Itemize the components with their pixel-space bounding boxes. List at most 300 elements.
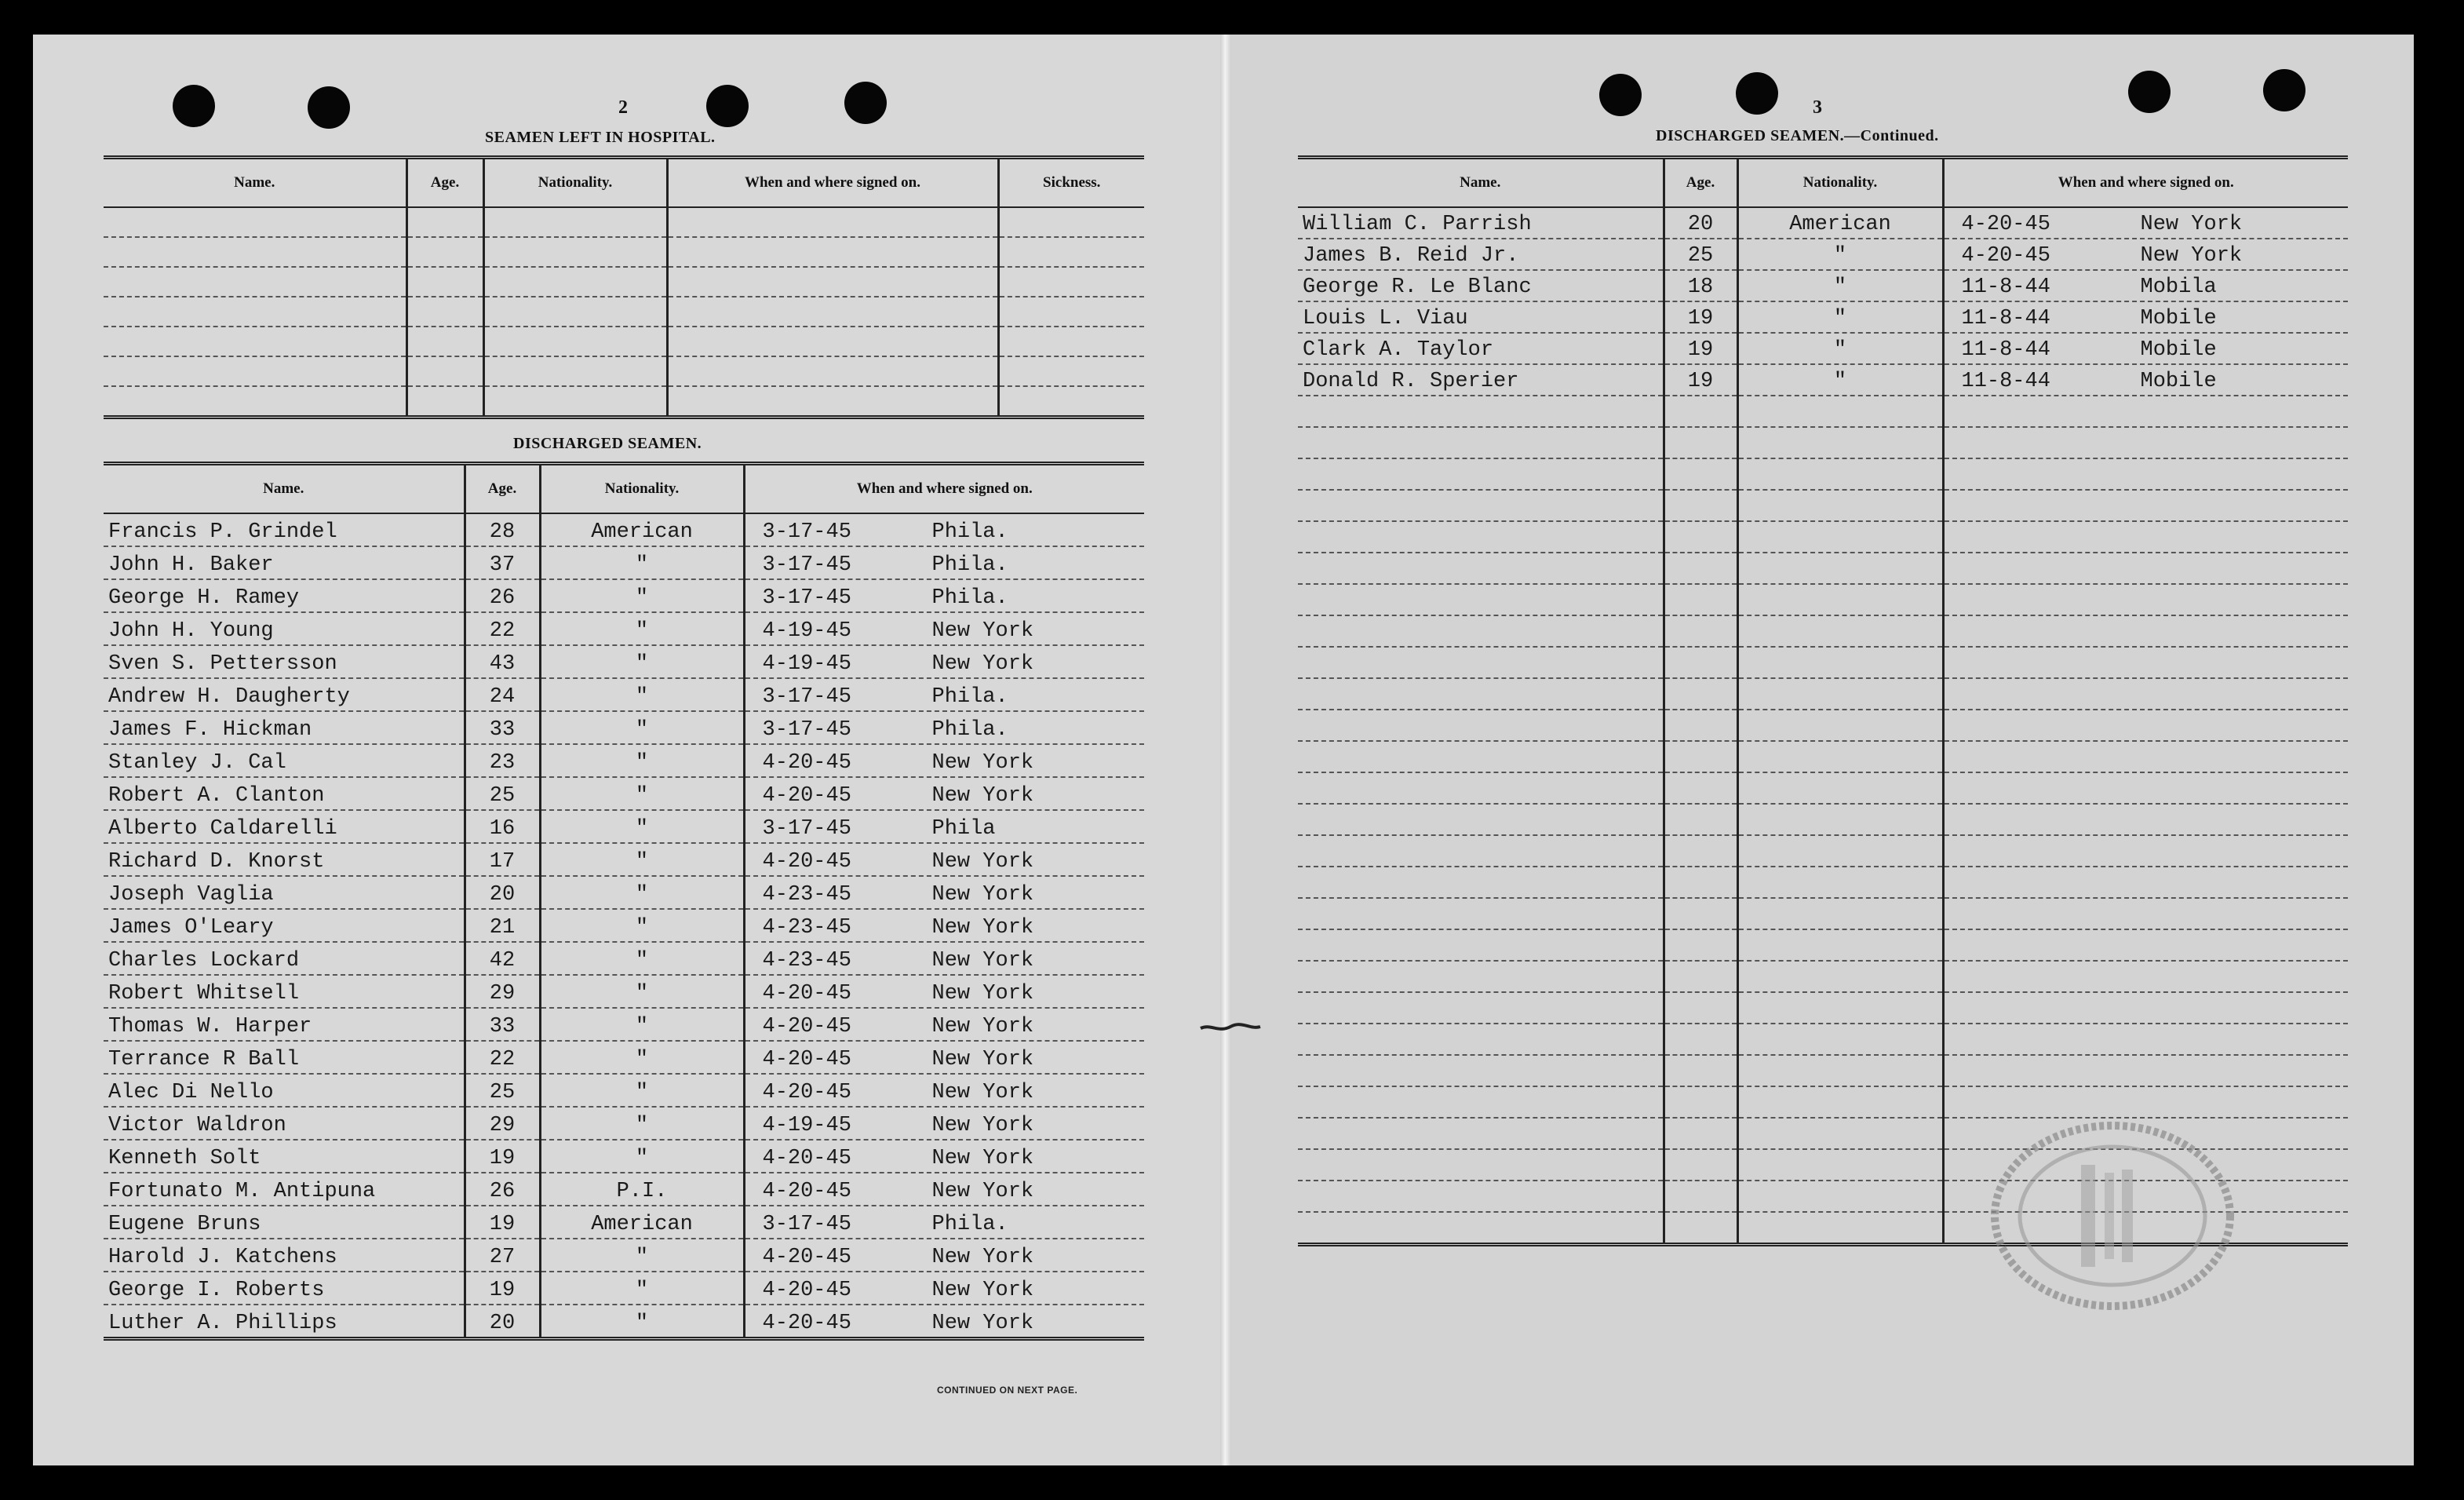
- signed-on-place: Phila.: [931, 1213, 1008, 1236]
- table-row: [1298, 772, 2348, 804]
- signed-on-date: 4-20-45: [1961, 244, 2050, 268]
- seaman-name: [1298, 772, 1664, 804]
- seaman-nationality: ": [540, 1074, 744, 1107]
- seaman-name: George I. Roberts: [104, 1272, 465, 1305]
- signed-on-cell: [744, 1107, 1144, 1140]
- signed-on-date: 3-17-45: [762, 685, 851, 709]
- punch-hole: [308, 86, 350, 129]
- seaman-name: Kenneth Solt: [104, 1140, 465, 1173]
- empty-cell: [667, 237, 998, 267]
- table-row: [104, 612, 1144, 645]
- signed-on-cell: [1943, 1055, 2348, 1086]
- table-row: [104, 909, 1144, 942]
- seaman-name: Francis P. Grindel: [104, 513, 465, 546]
- table-row: [104, 267, 1144, 297]
- signed-on-date: 3-17-45: [762, 817, 851, 841]
- empty-cell: [483, 267, 667, 297]
- seaman-nationality: [1737, 615, 1943, 647]
- table-row: [1298, 929, 2348, 961]
- signed-on-cell: [744, 777, 1144, 810]
- table-row: [104, 356, 1144, 386]
- seaman-age: 23: [465, 744, 540, 777]
- signed-on-cell: [1943, 961, 2348, 992]
- signed-on-date: 4-20-45: [762, 1015, 851, 1038]
- table-row: [104, 1041, 1144, 1074]
- empty-cell: [104, 237, 406, 267]
- signed-on-cell: [744, 843, 1144, 876]
- signed-on-place: Phila: [931, 817, 996, 841]
- seaman-name: William C. Parrish: [1298, 207, 1664, 239]
- seaman-name: Stanley J. Cal: [104, 744, 465, 777]
- signed-on-date: 11-8-44: [1961, 338, 2050, 362]
- seaman-nationality: ": [540, 612, 744, 645]
- col-header-age: Age.: [406, 158, 483, 208]
- empty-cell: [998, 267, 1144, 297]
- empty-cell: [667, 327, 998, 356]
- signed-on-place: New York: [931, 1279, 1034, 1302]
- col-header-age: Age.: [465, 464, 540, 514]
- signed-on-cell: [1943, 992, 2348, 1024]
- signed-on-cell: [1943, 396, 2348, 427]
- seaman-nationality: ": [540, 711, 744, 744]
- signed-on-cell: [744, 1206, 1144, 1239]
- empty-cell: [998, 327, 1144, 356]
- signed-on-date: 4-20-45: [762, 1081, 851, 1104]
- seaman-age: [1664, 741, 1737, 772]
- table-row: [104, 843, 1144, 876]
- seaman-name: [1298, 804, 1664, 835]
- signed-on-date: 4-20-45: [762, 784, 851, 808]
- empty-cell: [406, 207, 483, 237]
- seaman-nationality: ": [540, 1239, 744, 1272]
- signed-on-cell: [744, 1140, 1144, 1173]
- signed-on-cell: [744, 1239, 1144, 1272]
- col-header-name: Name.: [104, 158, 406, 208]
- seaman-name: Louis L. Viau: [1298, 301, 1664, 333]
- seaman-name: [1298, 396, 1664, 427]
- signed-on-date: 4-20-45: [762, 1312, 851, 1335]
- signed-on-cell: [744, 1272, 1144, 1305]
- discharged-table: [104, 462, 1144, 1341]
- seaman-name: Luther A. Phillips: [104, 1305, 465, 1339]
- seaman-nationality: [1737, 710, 1943, 741]
- seaman-age: 26: [465, 1173, 540, 1206]
- table-row: [1298, 458, 2348, 490]
- signed-on-cell: [744, 513, 1144, 546]
- empty-cell: [483, 356, 667, 386]
- signed-on-date: 11-8-44: [1961, 276, 2050, 299]
- seaman-age: [1664, 835, 1737, 867]
- signed-on-cell: [1943, 647, 2348, 678]
- seaman-nationality: [1737, 1086, 1943, 1118]
- table-row: [1298, 804, 2348, 835]
- table-row: [104, 1305, 1144, 1339]
- col-header-name: Name.: [104, 464, 465, 514]
- seaman-nationality: American: [540, 1206, 744, 1239]
- empty-cell: [104, 207, 406, 237]
- seaman-nationality: ": [540, 975, 744, 1008]
- empty-cell: [998, 297, 1144, 327]
- signed-on-date: 3-17-45: [762, 520, 851, 544]
- signed-on-cell: [744, 678, 1144, 711]
- signed-on-cell: [1943, 929, 2348, 961]
- signed-on-place: New York: [931, 751, 1034, 775]
- table-row: [1298, 615, 2348, 647]
- empty-cell: [104, 297, 406, 327]
- seaman-nationality: [1737, 1118, 1943, 1149]
- seaman-name: George R. Le Blanc: [1298, 270, 1664, 301]
- table-row: [104, 744, 1144, 777]
- hospital-table: [104, 155, 1144, 419]
- signed-on-cell: [1943, 835, 2348, 867]
- seaman-age: 19: [465, 1206, 540, 1239]
- seaman-age: [1664, 710, 1737, 741]
- col-header-nationality: Nationality.: [1737, 158, 1943, 208]
- table-row: [104, 1107, 1144, 1140]
- official-stamp: [1987, 1118, 2238, 1314]
- seaman-name: [1298, 584, 1664, 615]
- table-row: [1298, 710, 2348, 741]
- seaman-nationality: [1737, 867, 1943, 898]
- seaman-age: [1664, 427, 1737, 458]
- signed-on-cell: [1943, 270, 2348, 301]
- signed-on-date: 3-17-45: [762, 553, 851, 577]
- seaman-nationality: ": [540, 579, 744, 612]
- seaman-name: [1298, 867, 1664, 898]
- seaman-age: 25: [1664, 239, 1737, 270]
- seaman-age: 19: [465, 1272, 540, 1305]
- seaman-nationality: [1737, 396, 1943, 427]
- signed-on-cell: [1943, 1024, 2348, 1055]
- empty-cell: [483, 297, 667, 327]
- table-row: [104, 237, 1144, 267]
- table-row: [1298, 207, 2348, 239]
- empty-cell: [406, 386, 483, 418]
- seaman-age: 29: [465, 975, 540, 1008]
- seaman-name: [1298, 741, 1664, 772]
- punch-hole: [1736, 72, 1778, 115]
- seaman-nationality: ": [540, 777, 744, 810]
- signed-on-cell: [1943, 710, 2348, 741]
- seaman-name: Robert A. Clanton: [104, 777, 465, 810]
- seaman-nationality: [1737, 490, 1943, 521]
- seaman-name: [1298, 1055, 1664, 1086]
- discharged-section-title: DISCHARGED SEAMEN.: [513, 435, 702, 452]
- signed-on-place: Phila.: [931, 685, 1008, 709]
- signed-on-cell: [1943, 521, 2348, 553]
- signed-on-cell: [744, 744, 1144, 777]
- signed-on-date: 3-17-45: [762, 586, 851, 610]
- signed-on-place: New York: [931, 1048, 1034, 1071]
- empty-cell: [483, 386, 667, 418]
- table-row: [104, 777, 1144, 810]
- empty-cell: [667, 297, 998, 327]
- seaman-age: [1664, 1118, 1737, 1149]
- signed-on-cell: [744, 546, 1144, 579]
- signed-on-place: Phila.: [931, 553, 1008, 577]
- seaman-nationality: [1737, 1181, 1943, 1212]
- seaman-nationality: ": [540, 1107, 744, 1140]
- signed-on-cell: [1943, 364, 2348, 396]
- signed-on-cell: [744, 975, 1144, 1008]
- seaman-age: 42: [465, 942, 540, 975]
- empty-cell: [667, 267, 998, 297]
- seaman-name: [1298, 521, 1664, 553]
- seaman-name: [1298, 1118, 1664, 1149]
- signed-on-cell: [744, 1008, 1144, 1041]
- table-row: [1298, 741, 2348, 772]
- table-row: [1298, 239, 2348, 270]
- signed-on-date: 4-20-45: [762, 982, 851, 1005]
- seaman-name: James B. Reid Jr.: [1298, 239, 1664, 270]
- signed-on-place: New York: [931, 1015, 1034, 1038]
- seaman-name: [1298, 490, 1664, 521]
- seaman-nationality: ": [540, 843, 744, 876]
- signed-on-date: 4-20-45: [762, 1048, 851, 1071]
- seaman-name: Donald R. Sperier: [1298, 364, 1664, 396]
- seaman-age: [1664, 1024, 1737, 1055]
- empty-cell: [667, 207, 998, 237]
- seaman-name: [1298, 710, 1664, 741]
- seaman-nationality: ": [540, 1041, 744, 1074]
- table-row: [1298, 961, 2348, 992]
- table-row: [104, 207, 1144, 237]
- signed-on-cell: [1943, 458, 2348, 490]
- seaman-age: [1664, 396, 1737, 427]
- table-row: [104, 386, 1144, 418]
- signed-on-date: 4-23-45: [762, 883, 851, 907]
- signed-on-place: New York: [931, 1081, 1034, 1104]
- seaman-name: [1298, 553, 1664, 584]
- empty-cell: [104, 267, 406, 297]
- seaman-nationality: [1737, 961, 1943, 992]
- table-row: [1298, 898, 2348, 929]
- signed-on-place: New York: [2140, 213, 2243, 236]
- seaman-nationality: ": [1737, 301, 1943, 333]
- seaman-name: [1298, 458, 1664, 490]
- signed-on-date: 4-23-45: [762, 916, 851, 940]
- signed-on-place: New York: [931, 916, 1034, 940]
- seaman-age: 18: [1664, 270, 1737, 301]
- seaman-name: James O'Leary: [104, 909, 465, 942]
- empty-cell: [998, 207, 1144, 237]
- seaman-nationality: [1737, 804, 1943, 835]
- discharged-continued-table: [1298, 155, 2348, 1246]
- seaman-nationality: [1737, 741, 1943, 772]
- signed-on-date: 4-20-45: [762, 751, 851, 775]
- empty-cell: [667, 356, 998, 386]
- signed-on-cell: [744, 876, 1144, 909]
- seaman-nationality: ": [540, 1008, 744, 1041]
- empty-cell: [483, 237, 667, 267]
- seaman-name: Terrance R Ball: [104, 1041, 465, 1074]
- seaman-age: 28: [465, 513, 540, 546]
- table-row: [1298, 301, 2348, 333]
- signed-on-cell: [744, 612, 1144, 645]
- punch-hole: [1599, 74, 1642, 116]
- seaman-age: [1664, 929, 1737, 961]
- table-row: [1298, 490, 2348, 521]
- seaman-age: [1664, 1055, 1737, 1086]
- signed-on-place: New York: [931, 883, 1034, 907]
- empty-cell: [406, 327, 483, 356]
- signed-on-date: 4-19-45: [762, 1114, 851, 1137]
- seaman-age: 20: [465, 876, 540, 909]
- signed-on-place: Phila.: [931, 718, 1008, 742]
- hospital-section-title: SEAMEN LEFT IN HOSPITAL.: [485, 129, 716, 146]
- signed-on-cell: [1943, 867, 2348, 898]
- seaman-name: [1298, 427, 1664, 458]
- seaman-nationality: ": [540, 1272, 744, 1305]
- seaman-age: 25: [465, 1074, 540, 1107]
- seaman-age: 20: [1664, 207, 1737, 239]
- table-row: [1298, 992, 2348, 1024]
- signed-on-place: New York: [931, 949, 1034, 973]
- seaman-age: [1664, 678, 1737, 710]
- seaman-nationality: [1737, 898, 1943, 929]
- seaman-nationality: ": [540, 546, 744, 579]
- seaman-age: [1664, 647, 1737, 678]
- col-header-signed-on: When and where signed on.: [1943, 158, 2348, 208]
- seaman-age: [1664, 458, 1737, 490]
- seaman-name: [1298, 1086, 1664, 1118]
- signed-on-date: 3-17-45: [762, 1213, 851, 1236]
- signed-on-cell: [1943, 301, 2348, 333]
- seaman-age: 19: [1664, 301, 1737, 333]
- table-row: [104, 1008, 1144, 1041]
- table-row: [1298, 521, 2348, 553]
- seaman-age: 19: [1664, 364, 1737, 396]
- seaman-name: [1298, 992, 1664, 1024]
- signed-on-cell: [1943, 741, 2348, 772]
- seaman-name: Alberto Caldarelli: [104, 810, 465, 843]
- table-row: [104, 711, 1144, 744]
- seaman-age: 19: [1664, 333, 1737, 364]
- col-header-name: Name.: [1298, 158, 1664, 208]
- table-row: [1298, 270, 2348, 301]
- seaman-name: Thomas W. Harper: [104, 1008, 465, 1041]
- signed-on-cell: [744, 1173, 1144, 1206]
- signed-on-cell: [744, 909, 1144, 942]
- empty-cell: [998, 386, 1144, 418]
- empty-cell: [998, 237, 1144, 267]
- seaman-age: [1664, 961, 1737, 992]
- col-header-signed-on: When and where signed on.: [667, 158, 998, 208]
- empty-cell: [483, 207, 667, 237]
- seaman-name: [1298, 615, 1664, 647]
- seaman-nationality: [1737, 458, 1943, 490]
- punch-hole: [844, 82, 887, 124]
- punch-hole: [2128, 71, 2171, 113]
- signed-on-date: 4-20-45: [762, 1246, 851, 1269]
- signed-on-cell: [1943, 772, 2348, 804]
- seaman-name: Richard D. Knorst: [104, 843, 465, 876]
- seaman-name: Clark A. Taylor: [1298, 333, 1664, 364]
- signed-on-cell: [1943, 239, 2348, 270]
- punch-hole: [706, 85, 749, 127]
- seaman-age: [1664, 521, 1737, 553]
- table-row: [104, 546, 1144, 579]
- signed-on-place: New York: [2140, 244, 2243, 268]
- seaman-age: 19: [465, 1140, 540, 1173]
- seaman-name: James F. Hickman: [104, 711, 465, 744]
- seaman-nationality: ": [540, 810, 744, 843]
- signed-on-cell: [1943, 678, 2348, 710]
- seaman-nationality: ": [1737, 333, 1943, 364]
- seaman-name: John H. Young: [104, 612, 465, 645]
- signed-on-place: New York: [931, 1180, 1034, 1203]
- table-row: [104, 1140, 1144, 1173]
- signed-on-date: 4-19-45: [762, 619, 851, 643]
- empty-cell: [104, 356, 406, 386]
- seaman-age: 33: [465, 1008, 540, 1041]
- table-row: [104, 678, 1144, 711]
- page-fold: [1220, 35, 1231, 1465]
- table-row: [104, 645, 1144, 678]
- seaman-name: Eugene Bruns: [104, 1206, 465, 1239]
- signed-on-place: New York: [931, 1312, 1034, 1335]
- signed-on-place: New York: [931, 652, 1034, 676]
- table-row: [1298, 427, 2348, 458]
- seaman-age: [1664, 1149, 1737, 1181]
- seaman-nationality: [1737, 1149, 1943, 1181]
- seaman-age: 33: [465, 711, 540, 744]
- table-row: [104, 876, 1144, 909]
- table-row: [104, 810, 1144, 843]
- seaman-age: [1664, 1181, 1737, 1212]
- empty-cell: [104, 327, 406, 356]
- seaman-age: 17: [465, 843, 540, 876]
- seaman-nationality: [1737, 1024, 1943, 1055]
- seaman-name: [1298, 1024, 1664, 1055]
- signed-on-cell: [1943, 333, 2348, 364]
- seaman-nationality: ": [540, 744, 744, 777]
- signed-on-cell: [744, 1041, 1144, 1074]
- seaman-age: [1664, 898, 1737, 929]
- table-row: [104, 975, 1144, 1008]
- seaman-age: [1664, 804, 1737, 835]
- seaman-nationality: ": [540, 1140, 744, 1173]
- signed-on-cell: [1943, 615, 2348, 647]
- table-row: [1298, 1055, 2348, 1086]
- signed-on-place: New York: [931, 1114, 1034, 1137]
- seaman-age: [1664, 867, 1737, 898]
- seaman-nationality: [1737, 992, 1943, 1024]
- seaman-age: 29: [465, 1107, 540, 1140]
- signed-on-cell: [1943, 207, 2348, 239]
- signed-on-date: 11-8-44: [1961, 307, 2050, 330]
- table-row: [1298, 1024, 2348, 1055]
- signed-on-cell: [744, 579, 1144, 612]
- seaman-nationality: ": [540, 942, 744, 975]
- seaman-nationality: ": [540, 1305, 744, 1339]
- table-row: [104, 1173, 1144, 1206]
- signed-on-date: 4-20-45: [762, 1279, 851, 1302]
- col-header-nationality: Nationality.: [540, 464, 744, 514]
- seaman-age: 24: [465, 678, 540, 711]
- signed-on-place: Mobile: [2140, 338, 2217, 362]
- signed-on-cell: [1943, 553, 2348, 584]
- seaman-age: [1664, 992, 1737, 1024]
- signed-on-date: 4-19-45: [762, 652, 851, 676]
- table-row: [104, 1239, 1144, 1272]
- empty-cell: [406, 237, 483, 267]
- table-row: [1298, 835, 2348, 867]
- seaman-age: [1664, 1086, 1737, 1118]
- signed-on-place: New York: [931, 982, 1034, 1005]
- table-row: [1298, 867, 2348, 898]
- table-row: [104, 297, 1144, 327]
